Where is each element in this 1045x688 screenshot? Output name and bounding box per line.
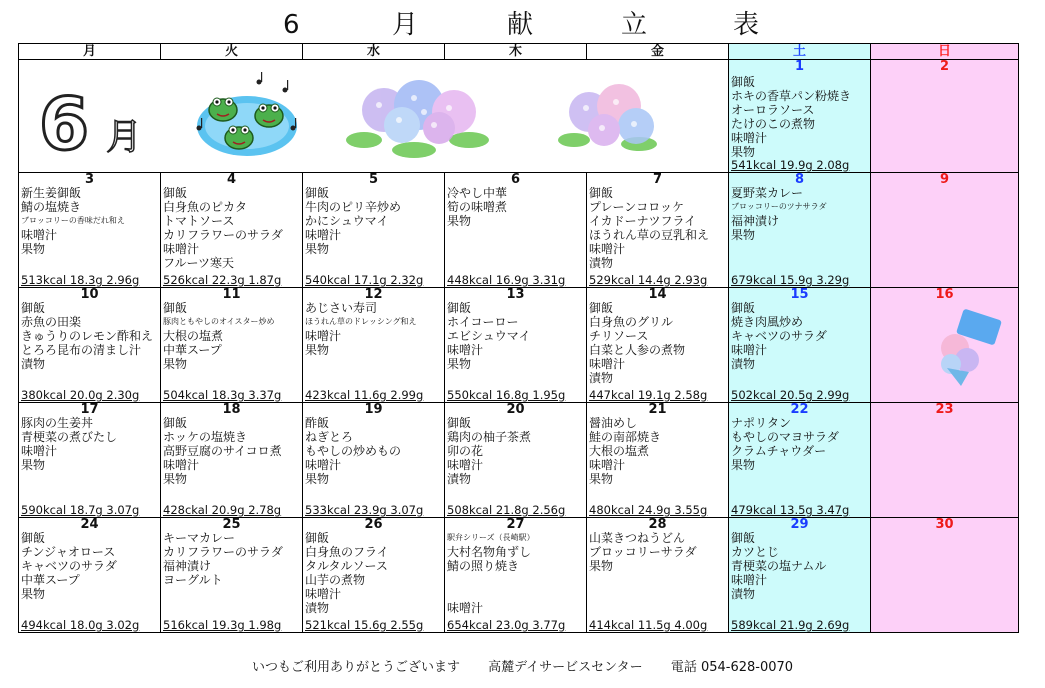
day-cell [729,173,871,288]
nutrition-info: 480kcal 24.9g 3.55g [589,503,708,517]
day-number: 30 [935,517,954,532]
menu-item: 果物 [163,357,188,371]
title-char: 立 [621,10,648,40]
menu-item: 味噌汁 [305,458,342,472]
banner-cell [19,60,729,173]
nutrition-info: 423kcal 11.6g 2.99g [305,388,424,402]
menu-item: 御飯 [305,531,330,545]
day-cell [445,518,587,633]
menu-item: 味噌汁 [163,458,200,472]
nutrition-info: 479kcal 13.5g 3.47g [731,503,850,517]
day-cell [729,403,871,518]
menu-item: 大根の塩煮 [589,444,650,458]
day-cell [587,518,729,633]
day-number: 7 [652,172,663,187]
nutrition-info: 447kcal 19.1g 2.58g [589,388,708,402]
menu-item: 漬物 [305,601,330,615]
day-number: 13 [506,287,525,302]
week-row [19,60,1019,173]
menu-item: 豚肉の生姜丼 [21,416,94,430]
menu-item: 鯖の照り焼き [447,559,520,573]
nutrition-info: 550kcal 16.8g 1.95g [447,388,566,402]
menu-item: キャベツのサラダ [21,559,117,573]
menu-item: 御飯 [731,531,756,545]
menu-item: 青梗菜の煮びたし [21,430,118,444]
nutrition-info: 380kcal 20.0g 2.30g [21,388,140,402]
day-cell [303,518,445,633]
nutrition-info: 541kcal 19.9g 2.08g [731,158,850,172]
menu-item: 冷やし中華 [447,186,508,200]
day-number: 27 [506,517,525,532]
menu-item: 果物 [163,472,188,486]
menu-item: 果物 [731,145,756,159]
banner-month-char: 月 [106,117,143,158]
day-cell [19,518,161,633]
menu-item: ホッケの塩焼き [163,430,248,444]
nutrition-info: 529kcal 14.4g 2.93g [589,273,708,287]
title-char: 月 [392,10,419,40]
footer [0,656,1045,675]
nutrition-info: 502kcal 20.5g 2.99g [731,388,850,402]
menu-item: 鶏肉の柚子茶煮 [447,430,532,444]
day-number: 25 [222,517,241,532]
day-cell [587,403,729,518]
menu-item: 漬物 [447,472,472,486]
day-cell [445,288,587,403]
menu-item: かにシュウマイ [305,214,389,228]
menu-item: 味噌汁 [21,444,58,458]
nutrition-info: 414kcal 11.5g 4.00g [589,618,708,632]
footer-phone: 電話 054-628-0070 [670,660,794,675]
menu-item: 新生姜御飯 [21,186,82,200]
menu-item: タルタルソース [305,559,388,573]
menu-item: 果物 [21,458,46,472]
menu-item: 赤魚の田楽 [21,315,82,329]
menu-item: 果物 [589,559,614,573]
day-cell [729,518,871,633]
menu-item: 中華スープ [163,343,222,357]
menu-item: オーロラソース [731,103,815,117]
menu-item: 酢飯 [305,416,330,430]
day-cell [161,403,303,518]
menu-item: 鮭の南部焼き [589,430,662,444]
nutrition-info: 494kcal 18.0g 3.02g [21,618,140,632]
menu-item [447,573,586,587]
weekday-thu: 木 [445,44,587,60]
menu-item: 大根の塩煮 [163,329,224,343]
menu-item: 味噌汁 [305,228,342,242]
nutrition-info: 428ckal 20.9g 2.78g [163,503,282,517]
menu-item: とろろ昆布の清まし汁 [21,343,142,357]
day-number: 11 [222,287,241,302]
weekday-tue: 火 [161,44,303,60]
day-number: 20 [506,402,525,417]
menu-item: 御飯 [731,301,756,315]
week-row [19,403,1019,518]
menu-item: 味噌汁 [731,343,768,357]
menu-item: 焼き肉風炒め [731,315,804,329]
weekday-mon: 月 [19,44,161,60]
menu-item: 味噌汁 [447,458,484,472]
menu-item: 駅弁シリーズ（長崎駅） [447,533,535,542]
day-number: 4 [226,172,237,187]
menu-item: カツとじ [731,545,780,559]
menu-item: トマトソース [163,214,235,228]
week-row [19,173,1019,288]
day-number: 29 [790,517,809,532]
menu-item: プレーンコロッケ [589,200,685,214]
day-number: 16 [935,287,954,302]
menu-item: 味噌汁 [305,329,342,343]
weekday-sat: 土 [729,44,871,60]
menu-item: 味噌汁 [305,587,342,601]
day-cell [729,60,871,173]
menu-item: チンジャオロース [21,545,116,559]
menu-item: ほうれん草のドレッシング和え [305,317,417,326]
menu-item: もやしのマヨサラダ [731,430,839,444]
menu-item: 味噌汁 [731,131,768,145]
day-cell [587,288,729,403]
day-number: 9 [939,172,950,187]
menu-item: イカドーナツフライ [589,214,697,228]
day-cell [871,288,1019,403]
day-cell [587,173,729,288]
menu-item: 果物 [589,472,614,486]
menu-item: キャベツのサラダ [731,329,827,343]
menu-item: 果物 [305,242,330,256]
week-row [19,288,1019,403]
menu-item: 福神漬け [731,214,780,228]
menu-item: 味噌汁 [589,357,626,371]
menu-item: ホキの香草パン粉焼き [731,89,852,103]
menu-item: 御飯 [163,301,188,315]
menu-item: ヨーグルト [163,573,223,587]
nutrition-info: 540kcal 17.1g 2.32g [305,273,424,287]
menu-item: ナポリタン [731,416,792,430]
menu-item: ねぎとろ [305,430,354,444]
menu-item: フルーツ寒天 [163,256,235,270]
menu-calendar [18,43,1019,633]
footer-thanks: いつもご利用ありがとうございます [251,660,460,675]
menu-item: 果物 [447,214,472,228]
day-number: 28 [648,517,667,532]
menu-item: 中華スープ [21,573,80,587]
menu-item: 御飯 [731,75,756,89]
menu-item: 豚肉ともやしのオイスター炒め [163,317,275,326]
menu-item: 漬物 [589,256,614,270]
menu-item: 果物 [21,242,46,256]
day-cell [19,173,161,288]
menu-item: 卯の花 [447,444,484,458]
menu-item: 果物 [305,343,330,357]
menu-item: 白菜と人参の煮物 [589,343,686,357]
menu-item: 御飯 [163,416,188,430]
day-number: 18 [222,402,241,417]
day-cell [19,403,161,518]
footer-center-name: 高麓デイサービスセンター [488,660,643,675]
banner-month-number: 6 [39,82,90,166]
day-number: 8 [794,172,805,187]
menu-item: 御飯 [21,301,46,315]
menu-item: 果物 [447,357,472,371]
day-cell [161,173,303,288]
menu-item: 白身魚のフライ [305,545,389,559]
menu-item: 果物 [731,228,756,242]
menu-item: ブロッコリーのツナサラダ [731,202,827,211]
menu-item: たけのこの煮物 [731,117,816,131]
menu-item: 筍の味噌煮 [447,200,508,214]
menu-item: 夏野菜カレー [731,186,804,200]
day-cell [19,288,161,403]
menu-item: 牛肉のピリ辛炒め [305,200,402,214]
fathers-day-bouquet-illustration [933,308,1003,388]
page-title [0,10,1045,40]
nutrition-info: 504kcal 18.3g 3.37g [163,388,282,402]
day-number: 26 [364,517,383,532]
nutrition-info: 513kcal 18.3g 2.96g [21,273,140,287]
menu-item: 漬物 [731,587,756,601]
weekday-fri: 金 [587,44,729,60]
day-number: 24 [80,517,99,532]
menu-item: 味噌汁 [589,242,626,256]
menu-item: 御飯 [447,416,472,430]
day-cell [871,60,1019,173]
menu-item: 醤油めし [589,416,638,430]
nutrition-info: 526kcal 22.3g 1.87g [163,273,282,287]
menu-item: 御飯 [447,301,472,315]
day-cell [445,403,587,518]
menu-item: 大村名物角ずし [447,545,532,559]
menu-item: 味噌汁 [447,601,484,615]
weekday-sun: 日 [871,44,1019,60]
menu-item: 福神漬け [163,559,212,573]
menu-item: キーマカレー [163,531,236,545]
nutrition-info: 654kcal 23.0g 3.77g [447,618,566,632]
menu-item: 白身魚のグリル [589,315,674,329]
day-cell [871,403,1019,518]
day-cell [871,518,1019,633]
title-char: 表 [733,10,760,40]
day-number: 15 [790,287,809,302]
menu-item: 鯖の塩焼き [21,200,82,214]
day-number: 6 [510,172,521,187]
day-cell [303,173,445,288]
day-number: 1 [794,59,805,74]
menu-item: 御飯 [21,531,46,545]
menu-item: エビシュウマイ [447,329,531,343]
menu-item [447,587,586,601]
nutrition-info: 521kcal 15.6g 2.55g [305,618,424,632]
day-number: 21 [648,402,667,417]
nutrition-info: 679kcal 15.9g 3.29g [731,273,850,287]
menu-item: カリフラワーのサラダ [163,228,283,242]
menu-item: 御飯 [305,186,330,200]
day-number: 14 [648,287,667,302]
frogs-illustration [189,68,304,163]
weekday-header-row [19,44,1019,60]
day-cell [161,288,303,403]
day-number: 3 [84,172,95,187]
menu-item: もやしの炒めもの [305,444,402,458]
day-cell [303,403,445,518]
hydrangea-illustration [554,74,664,162]
nutrition-info: 448kcal 16.9g 3.31g [447,273,566,287]
menu-item: クラムチャウダー [731,444,827,458]
menu-item: 御飯 [163,186,188,200]
menu-item: 漬物 [731,357,756,371]
day-cell [161,518,303,633]
menu-item: ブロッコリーの香味だれ和え [21,216,125,225]
day-number: 2 [939,59,950,74]
menu-item: 白身魚のピカタ [163,200,248,214]
nutrition-info: 589kcal 21.9g 2.69g [731,618,850,632]
menu-item: 高野豆腐のサイコロ煮 [163,444,282,458]
menu-item: 味噌汁 [589,458,626,472]
menu-item: チリソース [589,329,649,343]
day-number: 23 [935,402,954,417]
menu-item: きゅうりのレモン酢和え [21,329,154,343]
nutrition-info: 533kcal 23.9g 3.07g [305,503,424,517]
menu-item: ほうれん草の豆乳和え [589,228,710,242]
day-cell [445,173,587,288]
week-row [19,518,1019,633]
day-number: 5 [368,172,379,187]
menu-item: ブロッコリーサラダ [589,545,697,559]
nutrition-info: 590kcal 18.7g 3.07g [21,503,140,517]
menu-item: 味噌汁 [21,228,58,242]
menu-item: 青梗菜の塩ナムル [731,559,827,573]
weekday-wed: 水 [303,44,445,60]
menu-item: 山菜きつねうどん [589,531,686,545]
day-number: 19 [364,402,383,417]
menu-item: ホイコーロー [447,315,519,329]
day-cell [871,173,1019,288]
menu-item: 果物 [21,587,46,601]
day-number: 10 [80,287,99,302]
hydrangea-illustration [344,70,494,162]
day-number: 17 [80,402,99,417]
day-cell [303,288,445,403]
day-number: 22 [790,402,809,417]
menu-item: 味噌汁 [163,242,200,256]
nutrition-info: 508kcal 21.8g 2.56g [447,503,566,517]
title-char: 献 [507,10,534,40]
menu-item: あじさい寿司 [305,301,378,315]
nutrition-info: 516kcal 19.3g 1.98g [163,618,282,632]
menu-item: 山芋の煮物 [305,573,366,587]
menu-item: カリフラワーのサラダ [163,545,283,559]
menu-item: 御飯 [589,186,614,200]
day-number: 12 [364,287,383,302]
menu-item: 味噌汁 [447,343,484,357]
title-month: 6 [283,10,300,40]
menu-item: 果物 [731,458,756,472]
menu-item: 果物 [305,472,330,486]
menu-item: 漬物 [589,371,614,385]
menu-item: 漬物 [21,357,46,371]
day-cell [729,288,871,403]
menu-item: 御飯 [589,301,614,315]
menu-item: 味噌汁 [731,573,768,587]
